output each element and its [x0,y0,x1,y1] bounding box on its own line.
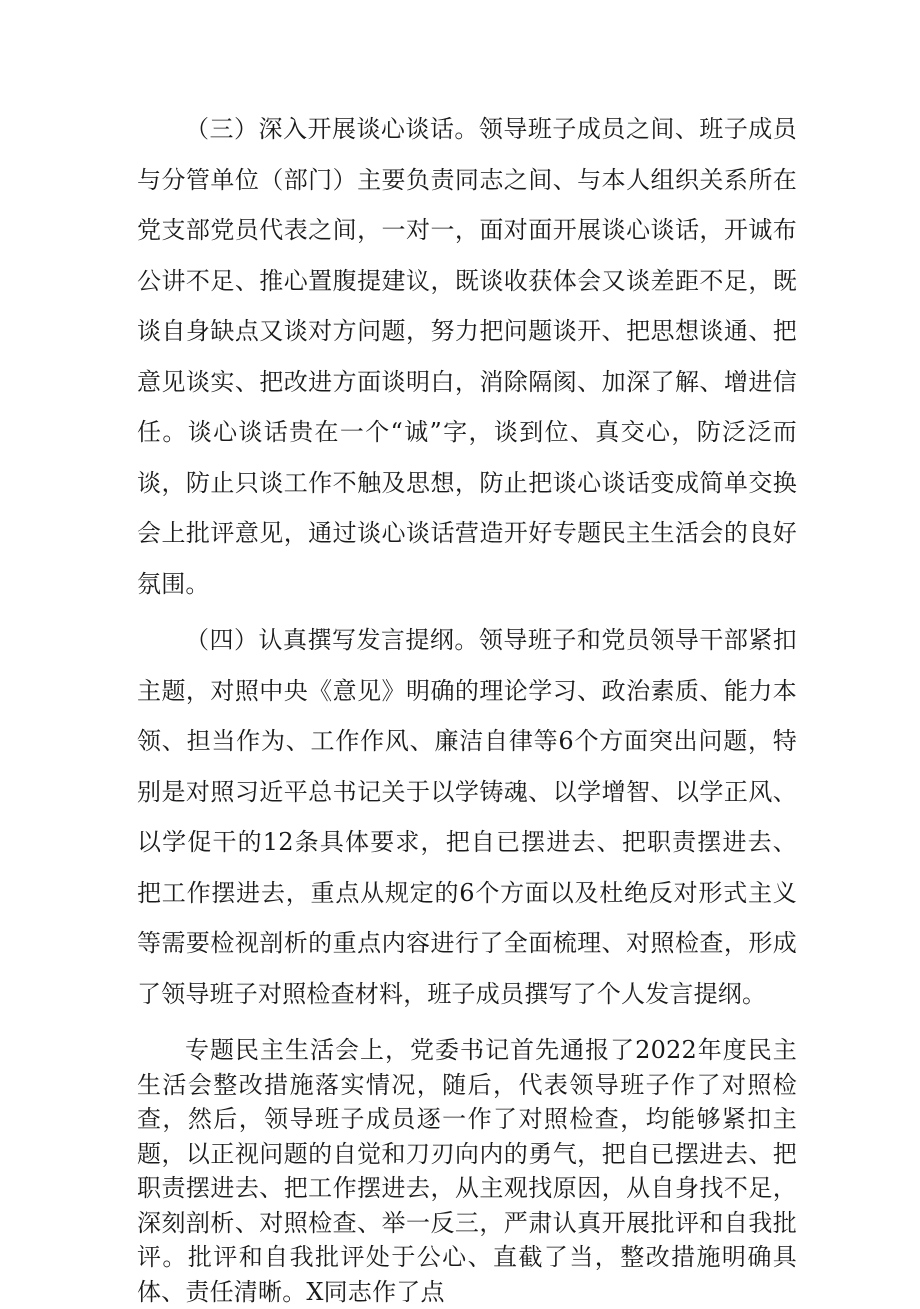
document-page [137,104,797,1309]
paragraph-life-meeting: 专题民主生活会上，党委书记首先通报了2022年度民主生活会整改措施落实情况，随后，代表领导班子作了对照检查，然后，领导班子成员逐一作了对照检查，均能够紧扣主题，以正视问题的自觉和刀刃向内的勇气，把自已摆进去、把职责摆进去、把工作摆进去，从主观找原因，从自身找不足，深刻剖析、对照检查、举一反三，严肃认真开展批评和自我批评。批评和自我批评处于公心、直截了当，整改措施明确具体、责任清晰。X同志作了点 [137,1036,797,1306]
paragraph-talk-heart-to-heart: （三）深入开展谈心谈话。领导班子成员之间、班子成员与分管单位（部门）主要负责同志之间、与本人组织关系所在党支部党员代表之间，一对一，面对面开展谈心谈话，开诚布公讲不足、推心置腹提建议，既谈收获体会又谈差距不足，既谈自身缺点又谈对方问题，努力把问题谈开、把思想谈通、把意见谈实、把改进方面谈明白，消除隔阂、加深了解、增进信任。谈心谈话贵在一个“诚”字，谈到位、真交心，防泛泛而谈，防止只谈工作不触及思想，防止把谈心谈话变成简单交换会上批评意见，通过谈心谈话营造开好专题民主生活会的良好氛围。 [137,115,797,598]
paragraph-speech-outline: （四）认真撰写发言提纲。领导班子和党员领导干部紧扣主题，对照中央《意见》明确的理论学习、政治素质、能力本领、担当作为、工作作风、廉洁自律等6个方面突出问题，特别是对照习近平总书记关于以学铸魂、以学增智、以学正风、以学促干的12条具体要求，把自已摆进去、把职责摆进去、把工作摆进去，重点从规定的6个方面以及杜绝反对形式主义等需要检视剖析的重点内容进行了全面梳理、对照检查，形成了领导班子对照检查材料，班子成员撰写了个人发言提纲。 [137,626,797,1008]
